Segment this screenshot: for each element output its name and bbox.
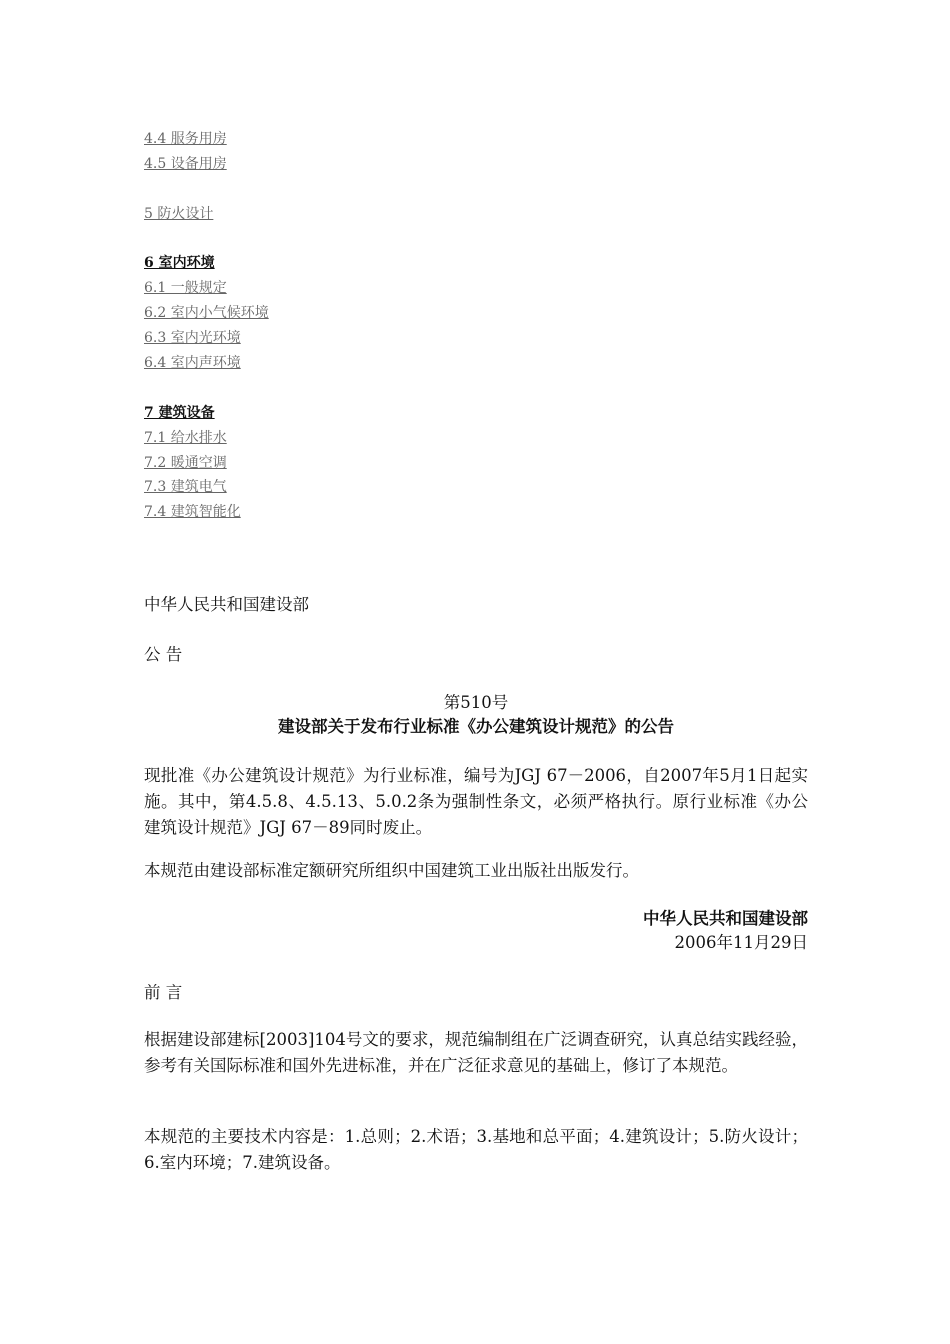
- toc-link-5[interactable]: 5 防火设计: [144, 205, 214, 222]
- toc-spacer: [144, 177, 544, 202]
- toc-link-4-5[interactable]: 4.5 设备用房: [144, 155, 227, 172]
- toc-link-7-3[interactable]: 7.3 建筑电气: [144, 479, 227, 496]
- signature-date: 2006年11月29日: [674, 933, 808, 952]
- notice-paragraph: 现批准《办公建筑设计规范》为行业标准，编号为JGJ 67－2006，自2007年5月1日起实施。其中，第4.5.8、4.5.13、5.0.2条为强制性条文，必须严格执行。原行业标准《办公建筑设计规范》JGJ 67－89同时废止。: [144, 766, 808, 837]
- toc-link-6-1[interactable]: 6.1 一般规定: [144, 280, 227, 297]
- publisher-paragraph: 本规范由建设部标准定额研究所组织中国建筑工业出版社出版发行。: [144, 861, 639, 880]
- notice-title: 建设部关于发布行业标准《办公建筑设计规范》的公告: [278, 717, 674, 736]
- notice-heading: 公 告: [144, 645, 183, 664]
- toc-spacer: [144, 227, 544, 252]
- signature-organization: 中华人民共和国建设部: [643, 909, 808, 928]
- foreword-heading: 前 言: [144, 983, 183, 1002]
- toc-link-7-2[interactable]: 7.2 暖通空调: [144, 454, 227, 471]
- content-summary-paragraph: 本规范的主要技术内容是：1.总则；2.术语；3.基地和总平面；4.建筑设计；5.防火设计；6.室内环境；7.建筑设备。: [144, 1127, 808, 1172]
- toc-spacer: [144, 376, 544, 401]
- toc-link-6-4[interactable]: 6.4 室内声环境: [144, 355, 241, 372]
- toc-section-6[interactable]: 6 室内环境: [144, 255, 215, 272]
- toc-link-6-2[interactable]: 6.2 室内小气候环境: [144, 305, 269, 322]
- notice-number: 第510号: [443, 693, 509, 712]
- toc-link-7-1[interactable]: 7.1 给水排水: [144, 429, 227, 446]
- toc-link-4-4[interactable]: 4.4 服务用房: [144, 131, 227, 147]
- toc-link-7-4[interactable]: 7.4 建筑智能化: [144, 504, 241, 521]
- table-of-contents: [144, 127, 544, 525]
- foreword-paragraph: 根据建设部建标[2003]104号文的要求，规范编制组在广泛调查研究，认真总结实践经验，参考有关国际标准和国外先进标准，并在广泛征求意见的基础上，修订了本规范。: [144, 1030, 808, 1075]
- ministry-name: 中华人民共和国建设部: [144, 595, 309, 614]
- toc-link-6-3[interactable]: 6.3 室内光环境: [144, 330, 241, 347]
- toc-section-7[interactable]: 7 建筑设备: [144, 404, 215, 421]
